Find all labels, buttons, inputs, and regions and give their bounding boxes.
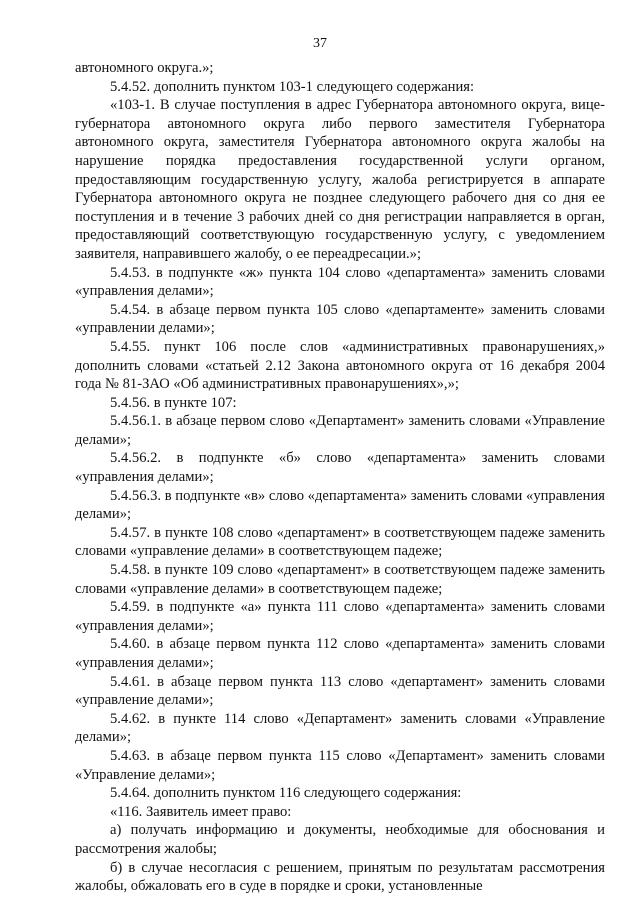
- paragraph: 5.4.56. в пункте 107:: [110, 394, 237, 411]
- paragraph: 5.4.56.3. в подпункте «в» слово «департамента» заменить словами «управления делами»;: [75, 487, 605, 523]
- paragraph: автономного округа.»;: [75, 60, 214, 76]
- paragraph: 5.4.56.2. в подпункте «б» слово «департамента» заменить словами «управления делами»;: [75, 450, 605, 486]
- paragraph: «103-1. В случае поступления в адрес Губернатора автономного округа, вице-губернатора автономного округа либо первого заместителя Губернатора автономного округа, заместителя Губернатора автономного округа жалобы на нарушение порядка предоставления государственной услуги органом, предоставляющим государственную услугу, жалоба регистрируется в аппарате Губернатора автономного округа не позднее следующего рабочего дня со дня ее поступления и в течение 3 рабочих дней со дня регистрации направляется в орган, предоставляющий соответствующую государственную услугу, с уведомлением заявителя, направившего жалобу, о ее переадресации.»;: [75, 97, 605, 262]
- paragraph: «116. Заявитель имеет право:: [110, 803, 292, 820]
- paragraph: 5.4.63. в абзаце первом пункта 115 слово «Департамент» заменить словами «Управление делами»;: [75, 747, 605, 783]
- paragraph: 5.4.55. пункт 106 после слов «административных правонарушениях,» дополнить словами «статьей 2.12 Закона автономного округа от 16 декабря 2004 года № 81-ЗАО «Об административных правонарушениях»,»;: [75, 338, 605, 393]
- paragraph: б) в случае несогласия с решением, принятым по результатам рассмотрения жалобы, обжаловать его в суде в порядке и сроки, установленные: [75, 859, 605, 895]
- paragraph: а) получать информацию и документы, необходимые для обоснования и рассмотрения жалобы;: [75, 822, 605, 857]
- paragraph: 5.4.54. в абзаце первом пункта 105 слово «департаменте» заменить словами «управлении делами»;: [75, 301, 605, 337]
- paragraph: 5.4.53. в подпункте «ж» пункта 104 слово «департамента» заменить словами «управления делами»;: [75, 264, 605, 300]
- paragraph: 5.4.56.1. в абзаце первом слово «Департамент» заменить словами «Управление делами»;: [75, 413, 605, 448]
- page-number: 37: [313, 36, 327, 51]
- paragraph: 5.4.64. дополнить пунктом 116 следующего содержания:: [110, 785, 462, 802]
- paragraph: 5.4.62. в пункте 114 слово «Департамент» заменить словами «Управление делами»;: [75, 710, 605, 746]
- paragraph: 5.4.58. в пункте 109 слово «департамент» в соответствующем падеже заменить словами «управление делами» в соответствующем падеже;: [75, 562, 605, 597]
- paragraph: 5.4.60. в абзаце первом пункта 112 слово «департамента» заменить словами «управления делами»;: [75, 636, 605, 671]
- paragraph: 5.4.57. в пункте 108 слово «департамент» в соответствующем падеже заменить словами «управление делами» в соответствующем падеже;: [75, 524, 605, 560]
- document-body: [75, 59, 605, 896]
- paragraph: 5.4.52. дополнить пунктом 103-1 следующего содержания:: [110, 78, 475, 95]
- paragraph: 5.4.61. в абзаце первом пункта 113 слово «департамент» заменить словами «управление делами»;: [75, 673, 605, 709]
- paragraph: 5.4.59. в подпункте «а» пункта 111 слово «департамента» заменить словами «управления делами»;: [75, 599, 605, 634]
